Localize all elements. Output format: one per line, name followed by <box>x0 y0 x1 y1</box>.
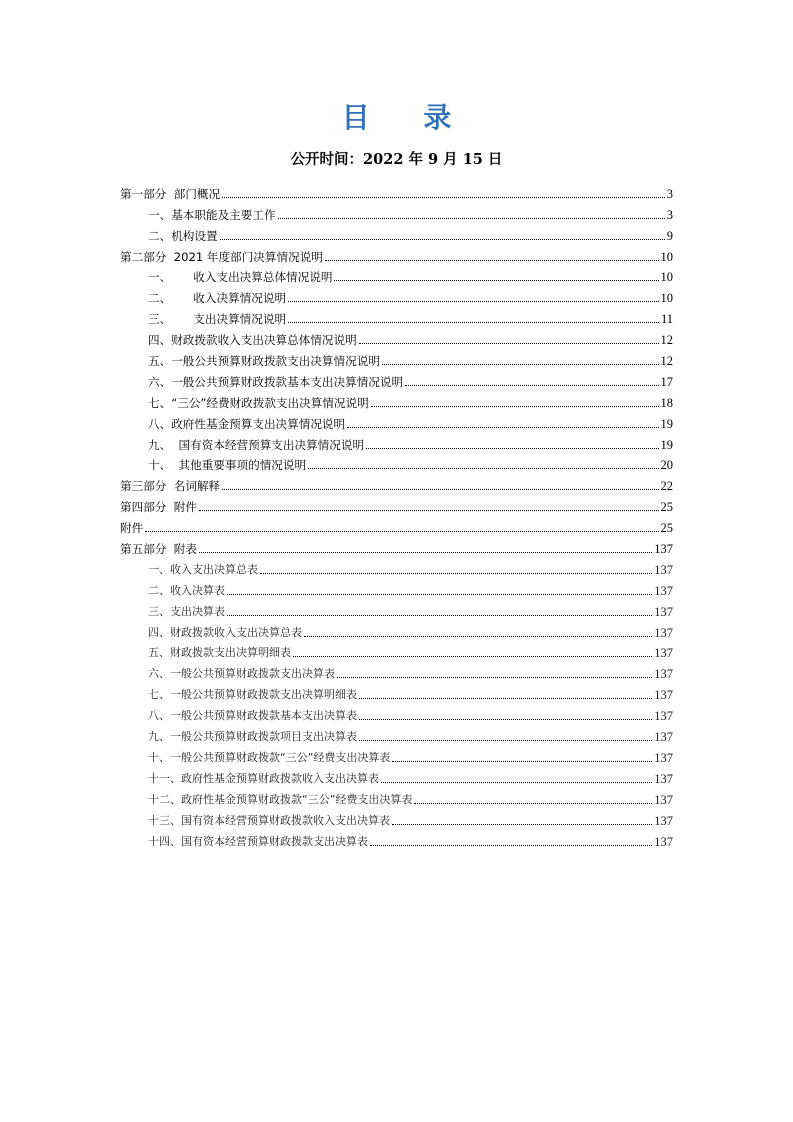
toc-entry-label: 三、 支出决算情况说明 <box>148 312 287 327</box>
toc-dot-leader <box>308 468 658 469</box>
toc-dot-leader <box>370 845 652 846</box>
toc-dot-leader <box>325 260 659 261</box>
toc-dot-leader <box>199 552 652 553</box>
toc-entry[interactable] <box>120 702 673 723</box>
toc-dot-leader <box>293 656 652 657</box>
toc-dot-leader <box>260 573 652 574</box>
toc-entry-page-number: 19 <box>660 437 673 452</box>
toc-entry-page-number: 137 <box>654 813 673 828</box>
table-of-contents <box>120 180 673 849</box>
toc-entry-page-number: 137 <box>654 604 673 619</box>
toc-entry-page-number: 3 <box>666 186 673 201</box>
toc-entry[interactable] <box>120 619 673 640</box>
toc-entry-label: 十、一般公共预算财政拨款“三公”经费支出决算表 <box>148 750 391 764</box>
toc-entry-label: 一、收入支出决算总表 <box>148 562 258 576</box>
toc-entry[interactable] <box>120 431 673 452</box>
toc-entry-page-number: 137 <box>654 562 673 577</box>
toc-entry[interactable] <box>120 598 673 619</box>
toc-entry-label: 十四、国有资本经营预算财政拨款支出决算表 <box>148 834 368 848</box>
toc-dot-leader <box>392 824 652 825</box>
page-title: 目 录 <box>341 101 474 134</box>
toc-dot-leader <box>382 364 659 365</box>
toc-entry-label: 十一、政府性基金预算财政拨款收入支出决算表 <box>148 771 379 785</box>
toc-entry-label: 十三、国有资本经营预算财政拨款收入支出决算表 <box>148 813 390 827</box>
toc-entry-label: 四、财政拨款收入支出决算总体情况说明 <box>148 333 357 348</box>
toc-entry-label: 一、基本职能及主要工作 <box>148 207 276 222</box>
toc-entry-label: 八、一般公共预算财政拨款基本支出决算表 <box>148 709 357 723</box>
toc-entry-label: 附件 <box>120 521 144 536</box>
toc-entry-page-number: 137 <box>654 730 673 745</box>
toc-entry[interactable] <box>120 535 673 556</box>
toc-entry-page-number: 19 <box>660 416 673 431</box>
toc-dot-leader <box>227 615 652 616</box>
toc-entry-page-number: 3 <box>666 207 673 222</box>
toc-entry[interactable] <box>120 472 673 493</box>
toc-dot-leader <box>414 803 652 804</box>
toc-entry-label: 十二、政府性基金预算财政拨款“三公”经费支出决算表 <box>148 792 413 806</box>
toc-entry-page-number: 22 <box>660 479 673 494</box>
toc-entry-label: 第五部分 附表 <box>120 542 197 557</box>
toc-dot-leader <box>222 197 665 198</box>
toc-entry-label: 九、一般公共预算财政拨款项目支出决算表 <box>148 730 357 744</box>
toc-entry[interactable] <box>120 765 673 786</box>
toc-dot-leader <box>220 239 665 240</box>
toc-entry-label: 四、财政拨款收入支出决算总表 <box>148 625 302 639</box>
toc-entry-page-number: 25 <box>660 500 673 515</box>
toc-entry-page-number: 137 <box>654 709 673 724</box>
toc-entry-label: 第二部分 2021 年度部门决算情况说明 <box>120 249 323 264</box>
toc-dot-leader <box>347 427 658 428</box>
toc-dot-leader <box>359 719 652 720</box>
toc-entry[interactable] <box>120 410 673 431</box>
toc-dot-leader <box>288 301 658 302</box>
toc-entry-page-number: 11 <box>660 312 673 327</box>
toc-entry[interactable] <box>120 305 673 326</box>
toc-entry-page-number: 10 <box>660 249 673 264</box>
toc-entry[interactable] <box>120 264 673 285</box>
toc-entry-label: 二、 收入决算情况说明 <box>148 291 287 306</box>
toc-entry[interactable] <box>120 180 673 201</box>
toc-entry[interactable] <box>120 368 673 389</box>
toc-entry-label: 六、一般公共预算财政拨款基本支出决算情况说明 <box>148 374 404 389</box>
toc-entry[interactable] <box>120 389 673 410</box>
toc-entry[interactable] <box>120 786 673 807</box>
toc-entry-label: 六、一般公共预算财政拨款支出决算表 <box>148 667 335 681</box>
toc-entry-page-number: 10 <box>660 291 673 306</box>
toc-entry-page-number: 137 <box>654 750 673 765</box>
toc-entry-page-number: 20 <box>660 458 673 473</box>
toc-entry-label: 三、支出决算表 <box>148 604 225 618</box>
toc-entry[interactable] <box>120 493 673 514</box>
toc-dot-leader <box>371 406 659 407</box>
toc-dot-leader <box>392 761 652 762</box>
toc-entry-label: 五、财政拨款支出决算明细表 <box>148 646 291 660</box>
toc-entry-label: 第四部分 附件 <box>120 500 197 515</box>
toc-entry-label: 二、机构设置 <box>148 228 218 243</box>
toc-entry-label: 第一部分 部门概况 <box>120 186 221 201</box>
toc-entry-page-number: 25 <box>660 521 673 536</box>
toc-dot-leader <box>366 448 658 449</box>
toc-entry[interactable] <box>120 556 673 577</box>
toc-dot-leader <box>278 218 665 219</box>
toc-entry-page-number: 12 <box>660 333 673 348</box>
toc-entry-page-number: 137 <box>654 834 673 849</box>
toc-dot-leader <box>381 782 652 783</box>
toc-dot-leader <box>337 677 652 678</box>
toc-entry-label: 九、 国有资本经营预算支出决算情况说明 <box>148 437 365 452</box>
toc-entry-label: 八、政府性基金预算支出决算情况说明 <box>148 416 346 431</box>
toc-dot-leader <box>359 343 659 344</box>
toc-entry-page-number: 137 <box>654 688 673 703</box>
toc-entry[interactable] <box>120 347 673 368</box>
toc-entry[interactable] <box>120 452 673 473</box>
toc-entry[interactable] <box>120 243 673 264</box>
toc-entry-page-number: 17 <box>660 374 673 389</box>
toc-entry-label: 一、 收入支出决算总体情况说明 <box>148 270 333 285</box>
toc-dot-leader <box>227 594 652 595</box>
toc-entry-label: 五、一般公共预算财政拨款支出决算情况说明 <box>148 354 380 369</box>
toc-dot-leader <box>199 510 659 511</box>
toc-entry[interactable] <box>120 201 673 222</box>
toc-entry[interactable] <box>120 660 673 681</box>
toc-entry-page-number: 137 <box>654 667 673 682</box>
toc-entry[interactable] <box>120 828 673 849</box>
toc-entry[interactable] <box>120 326 673 347</box>
toc-entry[interactable] <box>120 284 673 305</box>
toc-entry-page-number: 10 <box>660 270 673 285</box>
toc-dot-leader <box>145 531 658 532</box>
toc-entry[interactable] <box>120 744 673 765</box>
toc-dot-leader <box>334 280 658 281</box>
toc-entry[interactable] <box>120 681 673 702</box>
toc-entry[interactable] <box>120 222 673 243</box>
toc-entry-label: 七、“三公”经费财政拨款支出决算情况说明 <box>148 395 369 410</box>
toc-entry-label: 第三部分 名词解释 <box>120 479 221 494</box>
toc-entry[interactable] <box>120 577 673 598</box>
toc-dot-leader <box>359 698 652 699</box>
toc-entry-page-number: 137 <box>654 792 673 807</box>
toc-entry-page-number: 9 <box>666 228 673 243</box>
toc-dot-leader <box>222 489 658 490</box>
toc-entry-label: 二、收入决算表 <box>148 583 225 597</box>
toc-entry[interactable] <box>120 514 673 535</box>
toc-entry-page-number: 137 <box>654 583 673 598</box>
toc-dot-leader <box>288 322 659 323</box>
toc-dot-leader <box>304 636 652 637</box>
toc-entry[interactable] <box>120 723 673 744</box>
toc-entry-page-number: 12 <box>660 354 673 369</box>
toc-entry-page-number: 137 <box>654 771 673 786</box>
toc-dot-leader <box>405 385 658 386</box>
toc-entry-page-number: 137 <box>654 646 673 661</box>
toc-entry-label: 七、一般公共预算财政拨款支出决算明细表 <box>148 688 357 702</box>
toc-entry-label: 十、 其他重要事项的情况说明 <box>148 458 307 473</box>
toc-entry[interactable] <box>120 807 673 828</box>
publish-time: 公开时间：2022 年 9 月 15 日 <box>290 151 503 168</box>
toc-entry-page-number: 137 <box>654 542 673 557</box>
toc-entry-page-number: 137 <box>654 625 673 640</box>
toc-entry-page-number: 18 <box>660 395 673 410</box>
toc-entry[interactable] <box>120 640 673 661</box>
toc-dot-leader <box>359 740 652 741</box>
